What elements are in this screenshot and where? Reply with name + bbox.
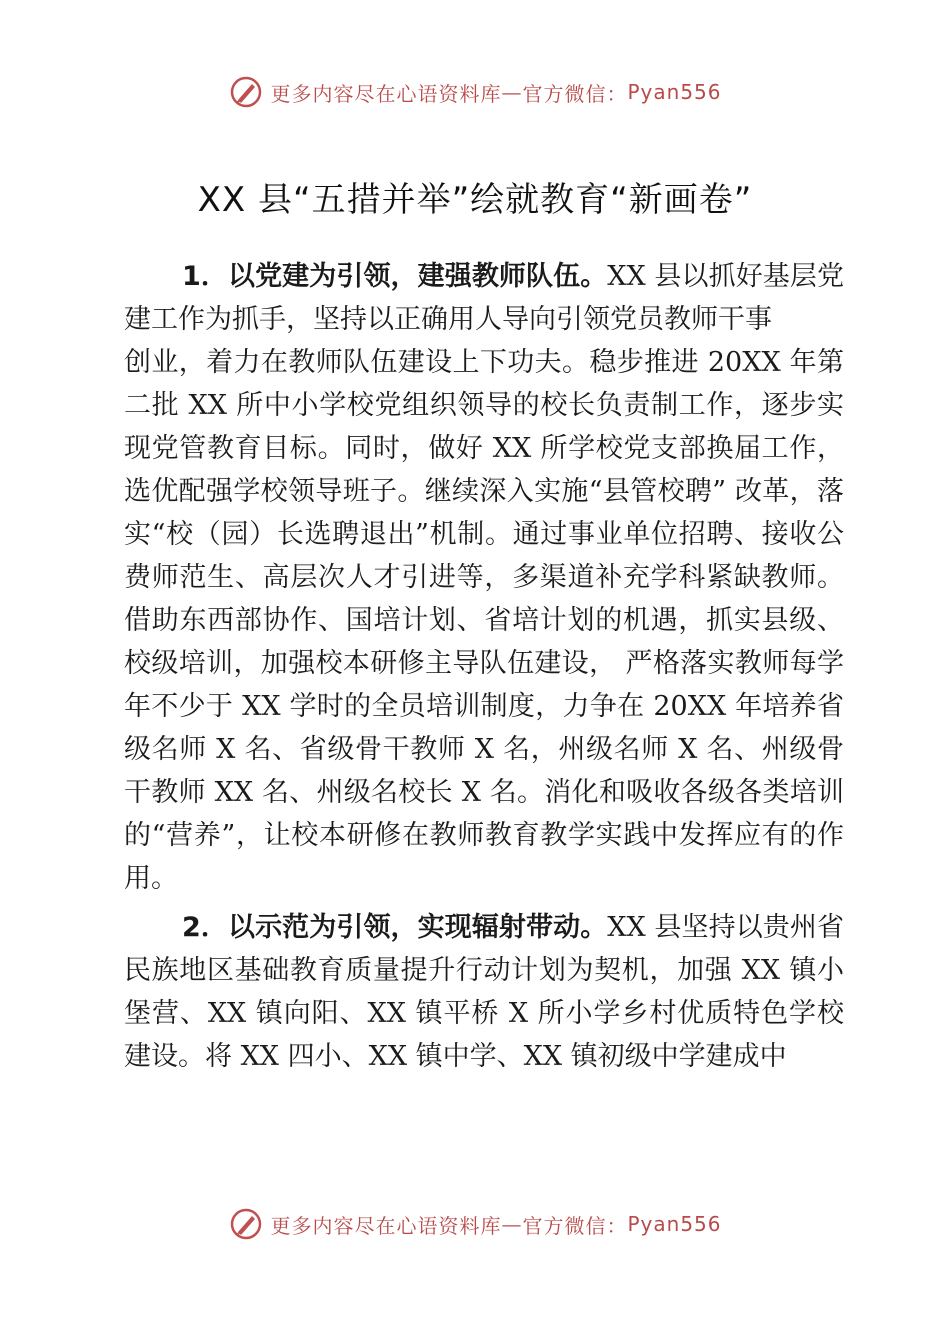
banner-separator: — [501, 1212, 523, 1236]
header-banner [0, 72, 950, 112]
banner-wechat-id: Pyan556 [627, 1212, 722, 1236]
section-2-text-part1: XX 县坚持以贵州省民族地区基础教育质量提升行动计划为契机，加强 XX 镇小堡营、XX 镇向阳、XX 镇平桥 X 所小学乡村优质特色学校建设。将 XX 四小、XX 镇中学、XX 镇初级中学建成中 [124, 912, 844, 1072]
banner-main-text: 更多内容尽在心语资料库 [270, 1213, 502, 1238]
section-1-body [124, 341, 844, 900]
banner-wechat-label: 官方微信： [522, 1213, 628, 1238]
banner-wechat-label: 官方微信： [522, 81, 628, 106]
section-2-intro [124, 906, 844, 1078]
banner-main-text: 更多内容尽在心语资料库 [270, 81, 502, 106]
quill-pen-icon [228, 1206, 264, 1242]
section-1-text-part2: 创业，着力在教师队伍建设上下功夫。稳步推进 20XX 年第二批 XX 所中小学校党组织领导的校长负责制工作，逐步实现党管教育目标。同时，做好 XX 所学校党支部换届工作，选优配强学校领导班子。继续深入实施“县管校聘” 改革，落实“校（园）长选聘退出”机制。通过事业单位招聘、接收公费师范生、高层次人才引进等，多渠道补充学科紧缺教师。借助东西部协作、国培计划、省培计划的机遇，抓实县级、校级培训，加强校本研修主导队伍建设， 严格落实教师每学年不少于 XX 学时的全员培训制度，力争在 20XX 年培养省级名师 X 名、省级骨干教师 X 名，州级名师 X 名、州级骨干教师 XX 名、州级名校长 X 名。消化和吸收各级各类培训的“营养”，让校本研修在教师教育教学实践中发挥应有的作用。 [124, 347, 844, 894]
footer-banner [0, 1204, 950, 1244]
section-1-text-part1: XX 县以抓好基层党建工作为抓手，坚持以正确用人导向引领党员教师干事 [124, 261, 844, 335]
banner-separator: — [501, 80, 523, 104]
section-2-heading: 2．以示范为引领，实现辐射带动。 [182, 912, 608, 943]
quill-pen-icon [228, 74, 264, 110]
section-1-intro [124, 255, 844, 341]
document-body [124, 255, 844, 1078]
document-title: XX 县“五措并举”绘就教育“新画卷” [197, 180, 753, 220]
section-1-heading: 1．以党建为引领，建强教师队伍。 [182, 261, 608, 292]
banner-wechat-id: Pyan556 [627, 80, 722, 104]
